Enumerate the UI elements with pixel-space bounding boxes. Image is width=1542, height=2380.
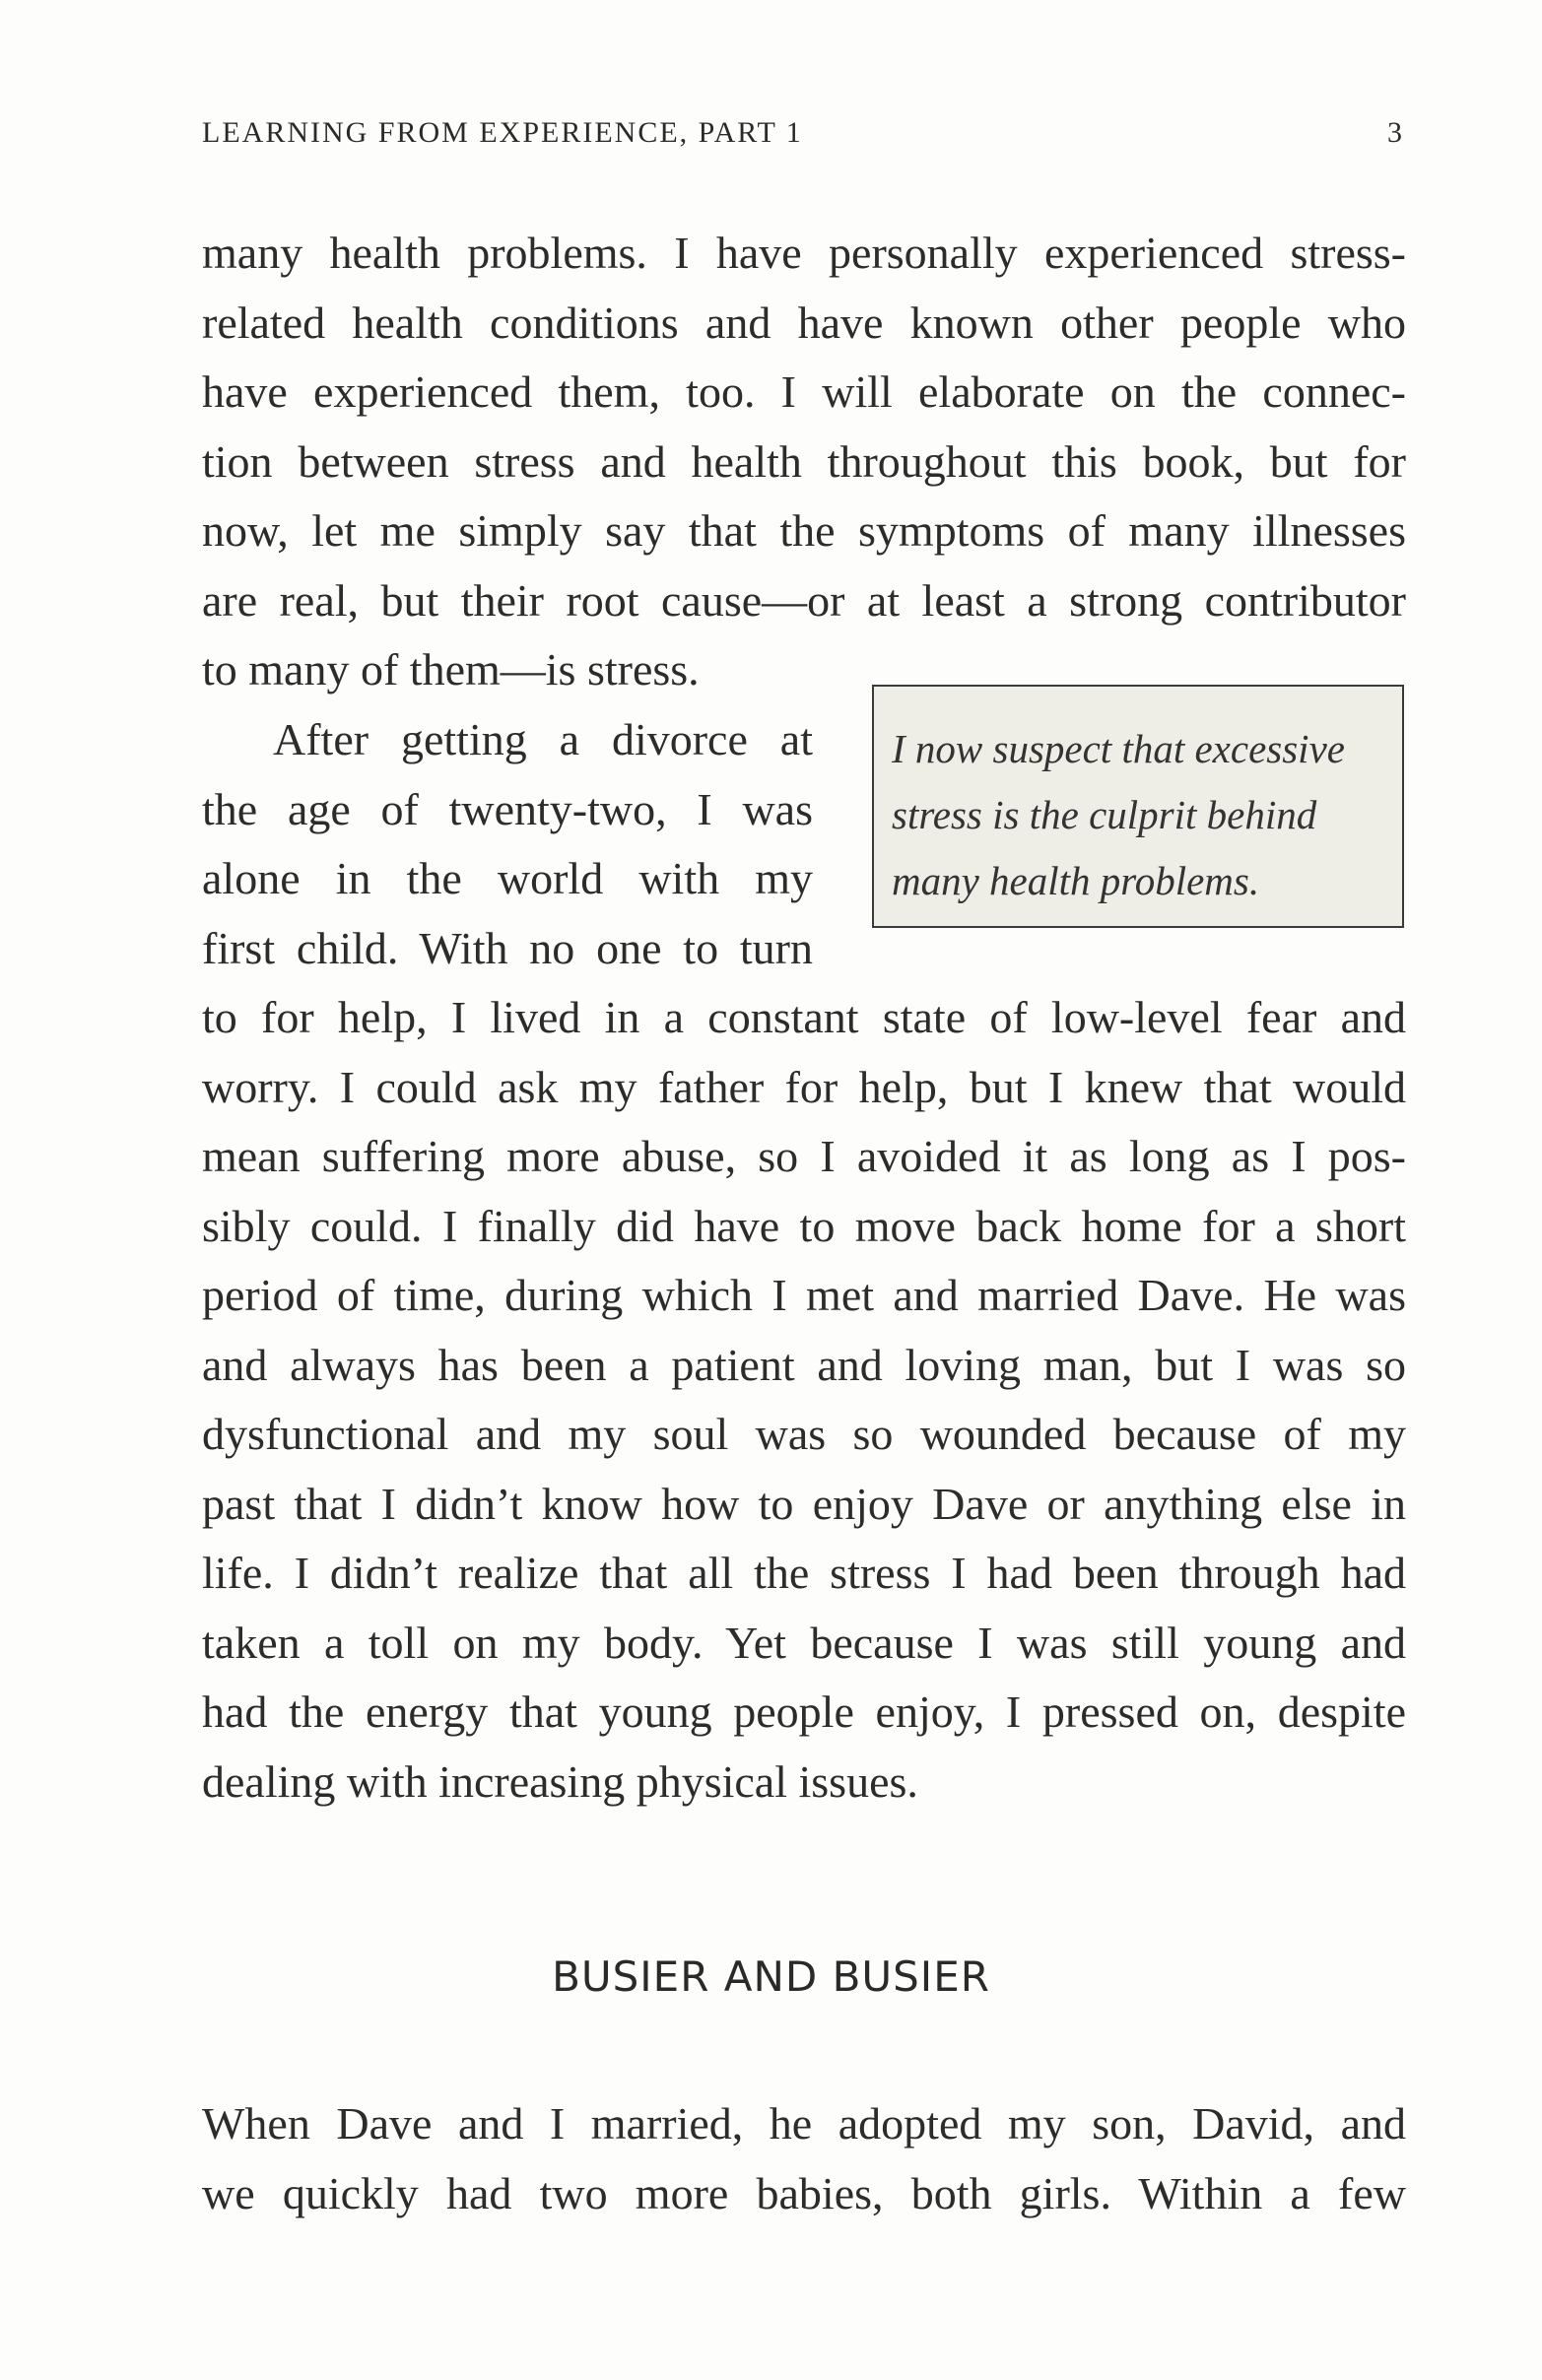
page-number: 3: [1387, 116, 1404, 149]
pull-quote-line: many health problems.: [892, 858, 1260, 903]
text-line: When Dave and I married, he adopted my son, David, and: [202, 2098, 1406, 2149]
text-line: worry. I could ask my father for help, but I knew that would: [202, 1061, 1406, 1112]
body-paragraph-2: [202, 705, 813, 983]
text-line: to many of them—is stress.: [202, 644, 700, 694]
pull-quote-box: [872, 685, 1404, 928]
text-line: period of time, during which I met and married Dave. He was: [202, 1270, 1406, 1320]
text-line: have experienced them, too. I will elaborate on the connec-: [202, 366, 1406, 417]
text-line: life. I didn’t realize that all the stress I had been through had: [202, 1548, 1406, 1598]
text-line: mean suffering more abuse, so I avoided it as long as I pos-: [202, 1131, 1406, 1181]
text-line: to for help, I lived in a constant state of low-level fear and: [202, 992, 1406, 1042]
text-line: taken a toll on my body. Yet because I was still young and: [202, 1617, 1406, 1668]
body-paragraph-3: [202, 983, 1406, 1817]
body-paragraph-4: [202, 2089, 1406, 2228]
pull-quote-line: I now suspect that excessive: [892, 726, 1345, 771]
text-line: the age of twenty-two, I was: [202, 783, 813, 834]
text-line: related health conditions and have known other people who: [202, 297, 1406, 348]
text-line: are real, but their root cause—or at least a strong contributor: [202, 574, 1406, 626]
text-line: many health problems. I have personally experienced stress-: [202, 228, 1406, 278]
text-line: After getting a divorce at: [273, 714, 813, 764]
running-head-title: LEARNING FROM EXPERIENCE, PART 1: [202, 116, 803, 149]
text-line: had the energy that young people enjoy, I pressed on, despite: [202, 1686, 1406, 1737]
text-line: now, let me simply say that the symptoms of many illnesses: [202, 505, 1406, 556]
text-line: and always has been a patient and loving man, but I was so: [202, 1339, 1406, 1390]
text-line: past that I didn’t know how to enjoy Dave or anything else in: [202, 1478, 1406, 1529]
text-line: tion between stress and health throughout this book, but for: [202, 435, 1406, 487]
body-paragraph-1: [202, 219, 1406, 705]
text-line: first child. With no one to turn: [202, 922, 813, 973]
section-heading: BUSIER AND BUSIER: [552, 1952, 990, 2001]
text-line: dealing with increasing physical issues.: [202, 1755, 918, 1807]
pull-quote-line: stress is the culprit behind: [892, 792, 1317, 837]
text-line: dysfunctional and my soul was so wounded because of my: [202, 1409, 1406, 1459]
text-line: we quickly had two more babies, both girls. Within a few: [202, 2167, 1406, 2218]
text-line: alone in the world with my: [202, 853, 813, 903]
text-line: sibly could. I finally did have to move back home for a short: [202, 1200, 1406, 1251]
running-head: [202, 116, 1404, 156]
